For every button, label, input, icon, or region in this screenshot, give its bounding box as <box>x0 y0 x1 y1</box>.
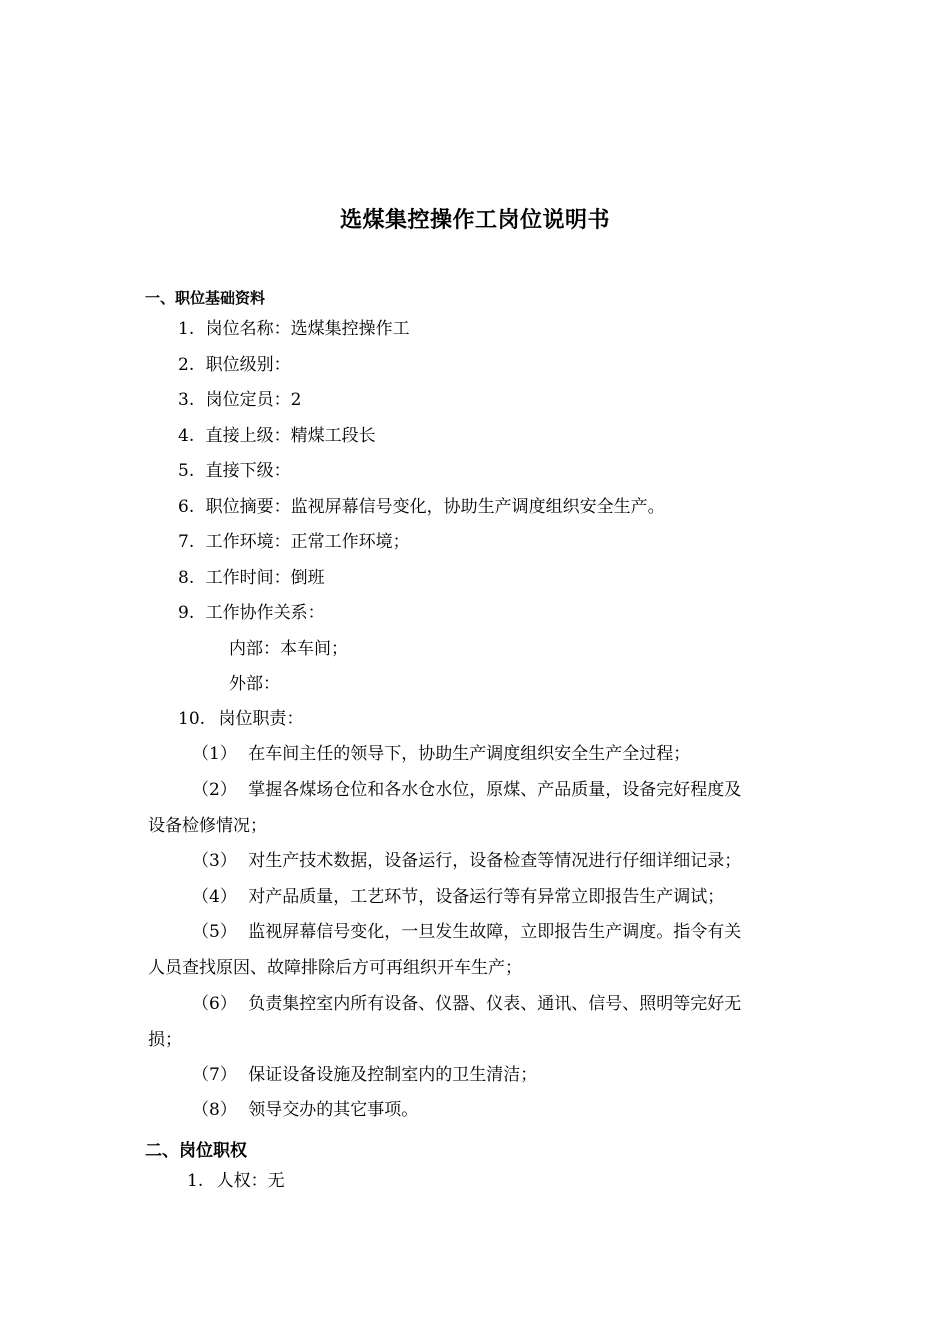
section-heading-authority: 二、岗位职权 <box>145 1141 247 1161</box>
list-item <box>178 531 410 553</box>
duty-text: 对产品质量，工艺环节，设备运行等有异常立即报告生产调试； <box>248 887 725 907</box>
item-text: 岗位职责： <box>218 709 304 729</box>
duty-number: （2） <box>192 780 237 800</box>
duty-text: 领导交办的其它事项。 <box>248 1100 419 1120</box>
duty-text: 在车间主任的领导下，协助生产调度组织安全生产全过程； <box>248 744 691 764</box>
item-text: 人权：无 <box>216 1171 285 1191</box>
list-item <box>178 318 410 340</box>
list-item <box>178 567 325 589</box>
item-number: 8. <box>178 568 195 588</box>
relation-internal: 内部：本车间； <box>229 639 348 659</box>
duty-number: （7） <box>192 1065 237 1085</box>
item-number: 1. <box>178 319 195 339</box>
duty-text: 对生产技术数据，设备运行，设备检查等情况进行仔细详细记录； <box>248 851 742 871</box>
list-item <box>178 602 325 624</box>
duty-number: （6） <box>192 994 237 1014</box>
item-text: 职位摘要：监视屏幕信号变化，协助生产调度组织安全生产。 <box>205 497 665 517</box>
item-text: 直接上级：精煤工段长 <box>205 426 376 446</box>
duty-number: （3） <box>192 851 237 871</box>
item-number: 9. <box>178 603 195 623</box>
list-item <box>178 496 665 518</box>
item-number: 1. <box>187 1171 204 1191</box>
item-number: 10. <box>178 709 206 729</box>
duty-number: （1） <box>192 744 237 764</box>
duty-item <box>192 921 741 943</box>
item-text: 工作时间：倒班 <box>205 568 325 588</box>
item-number: 5. <box>178 461 195 481</box>
duty-text: 监视屏幕信号变化，一旦发生故障，立即报告生产调度。指令有关 <box>248 922 742 942</box>
duty-item <box>192 1099 418 1121</box>
list-item <box>178 425 376 447</box>
list-item <box>187 1170 285 1192</box>
item-number: 2. <box>178 355 195 375</box>
list-item <box>178 354 291 376</box>
duty-number: （5） <box>192 922 237 942</box>
item-number: 7. <box>178 532 195 552</box>
section-heading-basic-info: 一、职位基础资料 <box>145 289 266 307</box>
item-number: 3. <box>178 390 195 410</box>
relation-external: 外部： <box>229 674 280 694</box>
item-text: 工作环境：正常工作环境； <box>205 532 410 552</box>
duty-item <box>192 993 741 1015</box>
duty-continuation: 损； <box>148 1030 182 1050</box>
list-item <box>178 460 291 482</box>
document-title: 选煤集控操作工岗位说明书 <box>339 208 610 233</box>
duty-continuation: 设备检修情况； <box>148 816 267 836</box>
duties-header <box>178 708 303 730</box>
item-text: 直接下级： <box>205 461 291 481</box>
duty-item <box>192 850 741 872</box>
item-text: 岗位定员：2 <box>205 390 302 410</box>
duty-item <box>192 779 741 801</box>
duty-item <box>192 886 724 908</box>
item-number: 4. <box>178 426 195 446</box>
item-text: 岗位名称：选煤集控操作工 <box>205 319 410 339</box>
duty-text: 负责集控室内所有设备、仪器、仪表、通讯、信号、照明等完好无 <box>248 994 742 1014</box>
duty-number: （4） <box>192 887 237 907</box>
duty-item <box>192 1064 537 1086</box>
item-number: 6. <box>178 497 195 517</box>
duty-text: 保证设备设施及控制室内的卫生清洁； <box>248 1065 538 1085</box>
item-text: 工作协作关系： <box>205 603 325 623</box>
duty-continuation: 人员查找原因、故障排除后方可再组织开车生产； <box>148 958 522 978</box>
duty-item <box>192 743 690 765</box>
item-text: 职位级别： <box>205 355 291 375</box>
list-item <box>178 389 301 411</box>
duty-text: 掌握各煤场仓位和各水仓水位，原煤、产品质量，设备完好程度及 <box>248 780 742 800</box>
duty-number: （8） <box>192 1100 237 1120</box>
